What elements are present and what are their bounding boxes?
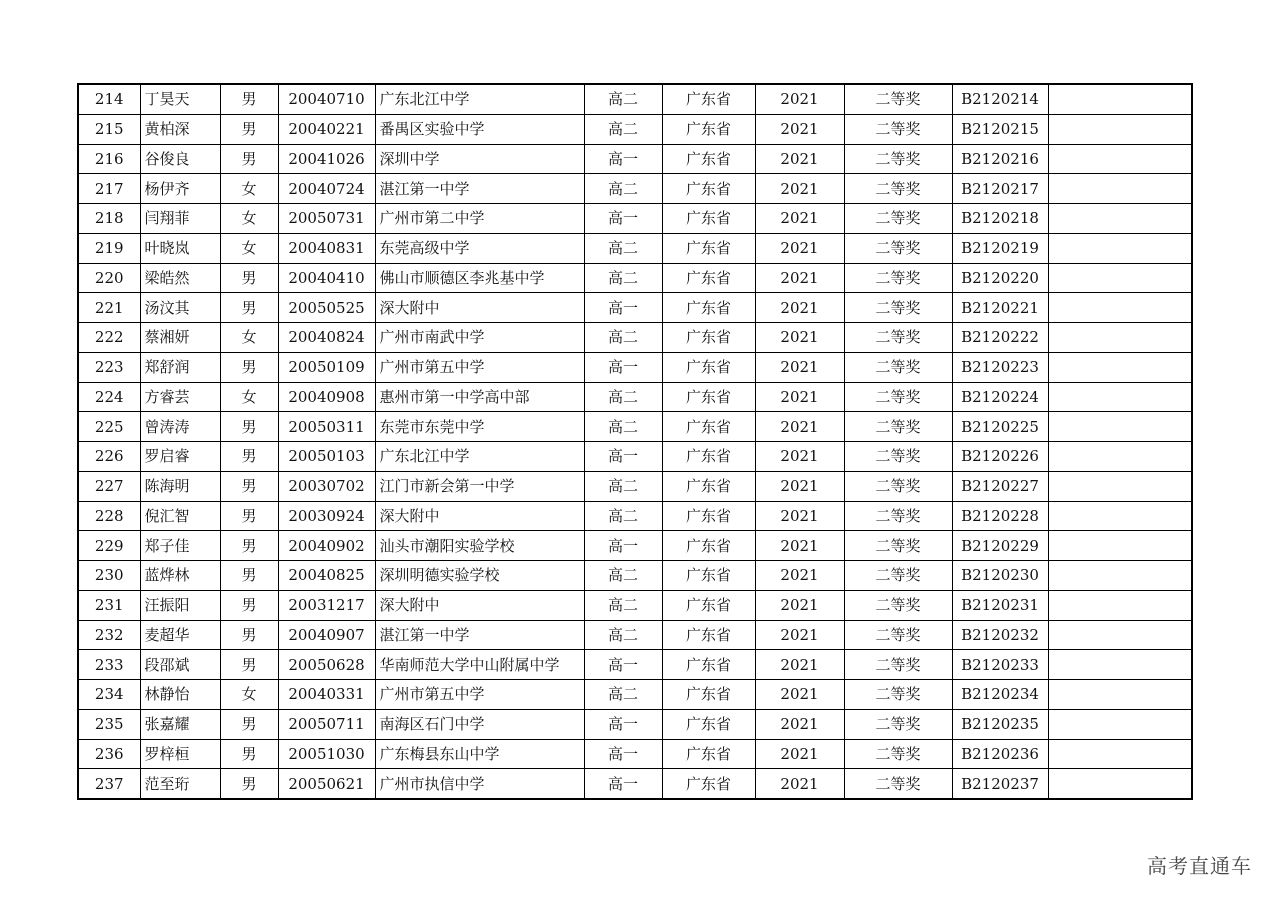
cell-remark	[1048, 620, 1192, 650]
cell-birthdate: 20040724	[278, 174, 375, 204]
cell-province: 广东省	[662, 204, 755, 234]
cell-remark	[1048, 352, 1192, 382]
cell-name: 罗梓桓	[140, 739, 220, 769]
table-row	[78, 561, 1192, 591]
cell-province: 广东省	[662, 293, 755, 323]
cell-grade: 高一	[584, 531, 662, 561]
cell-index: 230	[78, 561, 140, 591]
table-row	[78, 382, 1192, 412]
cell-grade: 高二	[584, 590, 662, 620]
cell-remark	[1048, 233, 1192, 263]
cell-remark	[1048, 590, 1192, 620]
cell-year: 2021	[755, 174, 844, 204]
cell-birthdate: 20040410	[278, 263, 375, 293]
cell-province: 广东省	[662, 590, 755, 620]
cell-award: 二等奖	[844, 501, 952, 531]
cell-certificate-no: B2120216	[952, 144, 1048, 174]
cell-remark	[1048, 323, 1192, 353]
cell-school: 广东梅县东山中学	[375, 739, 584, 769]
cell-name: 蓝烨林	[140, 561, 220, 591]
cell-award: 二等奖	[844, 293, 952, 323]
table-row	[78, 501, 1192, 531]
cell-province: 广东省	[662, 114, 755, 144]
cell-certificate-no: B2120237	[952, 769, 1048, 799]
cell-grade: 高一	[584, 650, 662, 680]
cell-name: 郑子佳	[140, 531, 220, 561]
cell-province: 广东省	[662, 501, 755, 531]
cell-name: 倪汇智	[140, 501, 220, 531]
table-row	[78, 709, 1192, 739]
cell-award: 二等奖	[844, 769, 952, 799]
cell-grade: 高二	[584, 680, 662, 710]
cell-name: 丁昊天	[140, 84, 220, 114]
cell-remark	[1048, 471, 1192, 501]
cell-grade: 高二	[584, 471, 662, 501]
cell-name: 张嘉耀	[140, 709, 220, 739]
cell-year: 2021	[755, 204, 844, 234]
cell-remark	[1048, 293, 1192, 323]
cell-gender: 男	[220, 531, 278, 561]
cell-school: 华南师范大学中山附属中学	[375, 650, 584, 680]
cell-grade: 高二	[584, 174, 662, 204]
cell-remark	[1048, 412, 1192, 442]
cell-index: 236	[78, 739, 140, 769]
watermark-text: 高考直通车	[1147, 854, 1252, 878]
cell-name: 曾涛涛	[140, 412, 220, 442]
cell-certificate-no: B2120226	[952, 442, 1048, 472]
cell-index: 219	[78, 233, 140, 263]
cell-birthdate: 20050711	[278, 709, 375, 739]
cell-school: 湛江第一中学	[375, 174, 584, 204]
cell-gender: 女	[220, 233, 278, 263]
cell-birthdate: 20040907	[278, 620, 375, 650]
table-row	[78, 204, 1192, 234]
cell-province: 广东省	[662, 323, 755, 353]
cell-name: 谷俊良	[140, 144, 220, 174]
cell-name: 段邵斌	[140, 650, 220, 680]
table-row	[78, 84, 1192, 114]
cell-grade: 高二	[584, 84, 662, 114]
cell-gender: 女	[220, 680, 278, 710]
cell-school: 深大附中	[375, 293, 584, 323]
cell-award: 二等奖	[844, 709, 952, 739]
cell-gender: 男	[220, 709, 278, 739]
cell-birthdate: 20040831	[278, 233, 375, 263]
cell-remark	[1048, 263, 1192, 293]
cell-grade: 高二	[584, 412, 662, 442]
cell-name: 方睿芸	[140, 382, 220, 412]
cell-certificate-no: B2120214	[952, 84, 1048, 114]
cell-award: 二等奖	[844, 471, 952, 501]
cell-remark	[1048, 144, 1192, 174]
cell-index: 221	[78, 293, 140, 323]
cell-province: 广东省	[662, 561, 755, 591]
cell-certificate-no: B2120223	[952, 352, 1048, 382]
table-row	[78, 442, 1192, 472]
cell-birthdate: 20050103	[278, 442, 375, 472]
cell-index: 232	[78, 620, 140, 650]
cell-grade: 高一	[584, 144, 662, 174]
cell-remark	[1048, 680, 1192, 710]
table-row	[78, 650, 1192, 680]
cell-certificate-no: B2120221	[952, 293, 1048, 323]
cell-grade: 高一	[584, 352, 662, 382]
table-row	[78, 739, 1192, 769]
cell-certificate-no: B2120215	[952, 114, 1048, 144]
cell-birthdate: 20040331	[278, 680, 375, 710]
cell-year: 2021	[755, 680, 844, 710]
cell-gender: 男	[220, 412, 278, 442]
cell-certificate-no: B2120232	[952, 620, 1048, 650]
cell-gender: 女	[220, 174, 278, 204]
cell-year: 2021	[755, 501, 844, 531]
cell-index: 223	[78, 352, 140, 382]
cell-year: 2021	[755, 263, 844, 293]
cell-remark	[1048, 739, 1192, 769]
cell-birthdate: 20040902	[278, 531, 375, 561]
cell-grade: 高二	[584, 561, 662, 591]
cell-name: 闫翔菲	[140, 204, 220, 234]
cell-index: 214	[78, 84, 140, 114]
cell-year: 2021	[755, 769, 844, 799]
cell-grade: 高一	[584, 442, 662, 472]
cell-grade: 高二	[584, 323, 662, 353]
cell-school: 深圳中学	[375, 144, 584, 174]
cell-award: 二等奖	[844, 442, 952, 472]
cell-name: 林静怡	[140, 680, 220, 710]
cell-name: 麦超华	[140, 620, 220, 650]
cell-gender: 男	[220, 471, 278, 501]
cell-year: 2021	[755, 442, 844, 472]
cell-school: 深圳明德实验学校	[375, 561, 584, 591]
table-row	[78, 471, 1192, 501]
cell-name: 叶晓岚	[140, 233, 220, 263]
table-row	[78, 293, 1192, 323]
cell-birthdate: 20031217	[278, 590, 375, 620]
cell-index: 226	[78, 442, 140, 472]
cell-gender: 男	[220, 590, 278, 620]
cell-birthdate: 20041026	[278, 144, 375, 174]
cell-remark	[1048, 174, 1192, 204]
cell-year: 2021	[755, 590, 844, 620]
cell-birthdate: 20050621	[278, 769, 375, 799]
cell-remark	[1048, 84, 1192, 114]
cell-certificate-no: B2120218	[952, 204, 1048, 234]
cell-province: 广东省	[662, 709, 755, 739]
table-row	[78, 680, 1192, 710]
cell-school: 江门市新会第一中学	[375, 471, 584, 501]
cell-year: 2021	[755, 650, 844, 680]
cell-name: 黄柏深	[140, 114, 220, 144]
cell-index: 225	[78, 412, 140, 442]
cell-index: 227	[78, 471, 140, 501]
cell-gender: 男	[220, 620, 278, 650]
cell-index: 218	[78, 204, 140, 234]
cell-grade: 高一	[584, 293, 662, 323]
cell-province: 广东省	[662, 174, 755, 204]
cell-school: 南海区石门中学	[375, 709, 584, 739]
cell-grade: 高二	[584, 501, 662, 531]
cell-school: 广州市南武中学	[375, 323, 584, 353]
cell-index: 229	[78, 531, 140, 561]
cell-gender: 男	[220, 352, 278, 382]
cell-remark	[1048, 531, 1192, 561]
cell-province: 广东省	[662, 84, 755, 114]
cell-birthdate: 20040908	[278, 382, 375, 412]
cell-province: 广东省	[662, 382, 755, 412]
table-row	[78, 144, 1192, 174]
cell-year: 2021	[755, 114, 844, 144]
table-row	[78, 233, 1192, 263]
cell-certificate-no: B2120228	[952, 501, 1048, 531]
cell-certificate-no: B2120230	[952, 561, 1048, 591]
cell-certificate-no: B2120233	[952, 650, 1048, 680]
cell-province: 广东省	[662, 471, 755, 501]
cell-award: 二等奖	[844, 233, 952, 263]
cell-birthdate: 20030924	[278, 501, 375, 531]
cell-birthdate: 20050311	[278, 412, 375, 442]
cell-name: 罗启睿	[140, 442, 220, 472]
cell-school: 广东北江中学	[375, 84, 584, 114]
cell-award: 二等奖	[844, 412, 952, 442]
cell-year: 2021	[755, 144, 844, 174]
cell-remark	[1048, 204, 1192, 234]
cell-name: 陈海明	[140, 471, 220, 501]
cell-school: 广州市第五中学	[375, 352, 584, 382]
cell-year: 2021	[755, 382, 844, 412]
award-list-table	[77, 83, 1193, 800]
cell-grade: 高二	[584, 382, 662, 412]
cell-grade: 高一	[584, 204, 662, 234]
cell-award: 二等奖	[844, 561, 952, 591]
cell-index: 224	[78, 382, 140, 412]
cell-certificate-no: B2120220	[952, 263, 1048, 293]
cell-year: 2021	[755, 531, 844, 561]
cell-year: 2021	[755, 709, 844, 739]
cell-birthdate: 20030702	[278, 471, 375, 501]
cell-gender: 男	[220, 263, 278, 293]
cell-school: 番禺区实验中学	[375, 114, 584, 144]
cell-province: 广东省	[662, 263, 755, 293]
cell-certificate-no: B2120234	[952, 680, 1048, 710]
cell-province: 广东省	[662, 650, 755, 680]
cell-year: 2021	[755, 620, 844, 650]
cell-index: 235	[78, 709, 140, 739]
cell-grade: 高二	[584, 620, 662, 650]
cell-grade: 高二	[584, 114, 662, 144]
table-row	[78, 174, 1192, 204]
cell-province: 广东省	[662, 233, 755, 263]
cell-gender: 男	[220, 561, 278, 591]
cell-certificate-no: B2120225	[952, 412, 1048, 442]
cell-index: 217	[78, 174, 140, 204]
cell-name: 郑舒润	[140, 352, 220, 382]
cell-year: 2021	[755, 412, 844, 442]
cell-grade: 高一	[584, 769, 662, 799]
table-row	[78, 323, 1192, 353]
cell-index: 231	[78, 590, 140, 620]
cell-certificate-no: B2120236	[952, 739, 1048, 769]
cell-grade: 高二	[584, 263, 662, 293]
cell-school: 惠州市第一中学高中部	[375, 382, 584, 412]
cell-grade: 高一	[584, 709, 662, 739]
cell-province: 广东省	[662, 144, 755, 174]
table-row	[78, 352, 1192, 382]
cell-province: 广东省	[662, 739, 755, 769]
cell-gender: 女	[220, 323, 278, 353]
cell-index: 216	[78, 144, 140, 174]
cell-remark	[1048, 442, 1192, 472]
cell-year: 2021	[755, 352, 844, 382]
cell-name: 杨伊齐	[140, 174, 220, 204]
table-row	[78, 531, 1192, 561]
cell-index: 234	[78, 680, 140, 710]
cell-school: 东莞高级中学	[375, 233, 584, 263]
cell-award: 二等奖	[844, 531, 952, 561]
table-row	[78, 114, 1192, 144]
cell-remark	[1048, 501, 1192, 531]
cell-school: 深大附中	[375, 501, 584, 531]
cell-school: 深大附中	[375, 590, 584, 620]
cell-remark	[1048, 709, 1192, 739]
cell-remark	[1048, 114, 1192, 144]
cell-remark	[1048, 382, 1192, 412]
cell-gender: 女	[220, 382, 278, 412]
cell-name: 汪振阳	[140, 590, 220, 620]
cell-gender: 男	[220, 501, 278, 531]
cell-award: 二等奖	[844, 620, 952, 650]
cell-birthdate: 20050109	[278, 352, 375, 382]
cell-award: 二等奖	[844, 680, 952, 710]
cell-school: 东莞市东莞中学	[375, 412, 584, 442]
cell-school: 湛江第一中学	[375, 620, 584, 650]
cell-gender: 男	[220, 442, 278, 472]
cell-gender: 男	[220, 144, 278, 174]
cell-name: 梁皓然	[140, 263, 220, 293]
cell-province: 广东省	[662, 620, 755, 650]
cell-award: 二等奖	[844, 84, 952, 114]
cell-award: 二等奖	[844, 382, 952, 412]
cell-province: 广东省	[662, 680, 755, 710]
cell-award: 二等奖	[844, 590, 952, 620]
table-row	[78, 620, 1192, 650]
cell-province: 广东省	[662, 442, 755, 472]
cell-school: 广州市执信中学	[375, 769, 584, 799]
cell-index: 233	[78, 650, 140, 680]
cell-school: 广州市第五中学	[375, 680, 584, 710]
cell-birthdate: 20050525	[278, 293, 375, 323]
cell-birthdate: 20051030	[278, 739, 375, 769]
cell-award: 二等奖	[844, 352, 952, 382]
cell-year: 2021	[755, 561, 844, 591]
cell-birthdate: 20040825	[278, 561, 375, 591]
cell-gender: 男	[220, 739, 278, 769]
cell-certificate-no: B2120219	[952, 233, 1048, 263]
cell-index: 237	[78, 769, 140, 799]
cell-award: 二等奖	[844, 204, 952, 234]
table-row	[78, 590, 1192, 620]
cell-certificate-no: B2120231	[952, 590, 1048, 620]
table-row	[78, 412, 1192, 442]
cell-index: 215	[78, 114, 140, 144]
cell-birthdate: 20050731	[278, 204, 375, 234]
cell-remark	[1048, 561, 1192, 591]
cell-certificate-no: B2120217	[952, 174, 1048, 204]
cell-award: 二等奖	[844, 263, 952, 293]
cell-grade: 高二	[584, 233, 662, 263]
cell-province: 广东省	[662, 352, 755, 382]
cell-birthdate: 20040710	[278, 84, 375, 114]
cell-remark	[1048, 769, 1192, 799]
cell-certificate-no: B2120227	[952, 471, 1048, 501]
table-row	[78, 769, 1192, 799]
table-body	[78, 84, 1192, 799]
cell-province: 广东省	[662, 769, 755, 799]
cell-school: 广东北江中学	[375, 442, 584, 472]
cell-school: 佛山市顺德区李兆基中学	[375, 263, 584, 293]
cell-school: 汕头市潮阳实验学校	[375, 531, 584, 561]
cell-award: 二等奖	[844, 650, 952, 680]
cell-year: 2021	[755, 739, 844, 769]
cell-certificate-no: B2120229	[952, 531, 1048, 561]
cell-certificate-no: B2120235	[952, 709, 1048, 739]
cell-name: 汤汶其	[140, 293, 220, 323]
cell-award: 二等奖	[844, 739, 952, 769]
cell-gender: 男	[220, 84, 278, 114]
cell-name: 范至珩	[140, 769, 220, 799]
cell-school: 广州市第二中学	[375, 204, 584, 234]
cell-grade: 高一	[584, 739, 662, 769]
cell-year: 2021	[755, 471, 844, 501]
cell-remark	[1048, 650, 1192, 680]
cell-birthdate: 20040221	[278, 114, 375, 144]
cell-year: 2021	[755, 323, 844, 353]
cell-award: 二等奖	[844, 144, 952, 174]
cell-index: 228	[78, 501, 140, 531]
cell-index: 222	[78, 323, 140, 353]
cell-gender: 男	[220, 650, 278, 680]
cell-gender: 男	[220, 114, 278, 144]
cell-gender: 男	[220, 293, 278, 323]
cell-gender: 女	[220, 204, 278, 234]
table-row	[78, 263, 1192, 293]
cell-province: 广东省	[662, 412, 755, 442]
cell-year: 2021	[755, 293, 844, 323]
cell-award: 二等奖	[844, 174, 952, 204]
cell-province: 广东省	[662, 531, 755, 561]
cell-year: 2021	[755, 233, 844, 263]
cell-certificate-no: B2120222	[952, 323, 1048, 353]
cell-year: 2021	[755, 84, 844, 114]
cell-name: 蔡湘妍	[140, 323, 220, 353]
cell-certificate-no: B2120224	[952, 382, 1048, 412]
cell-index: 220	[78, 263, 140, 293]
cell-birthdate: 20050628	[278, 650, 375, 680]
cell-award: 二等奖	[844, 114, 952, 144]
cell-award: 二等奖	[844, 323, 952, 353]
cell-gender: 男	[220, 769, 278, 799]
cell-birthdate: 20040824	[278, 323, 375, 353]
